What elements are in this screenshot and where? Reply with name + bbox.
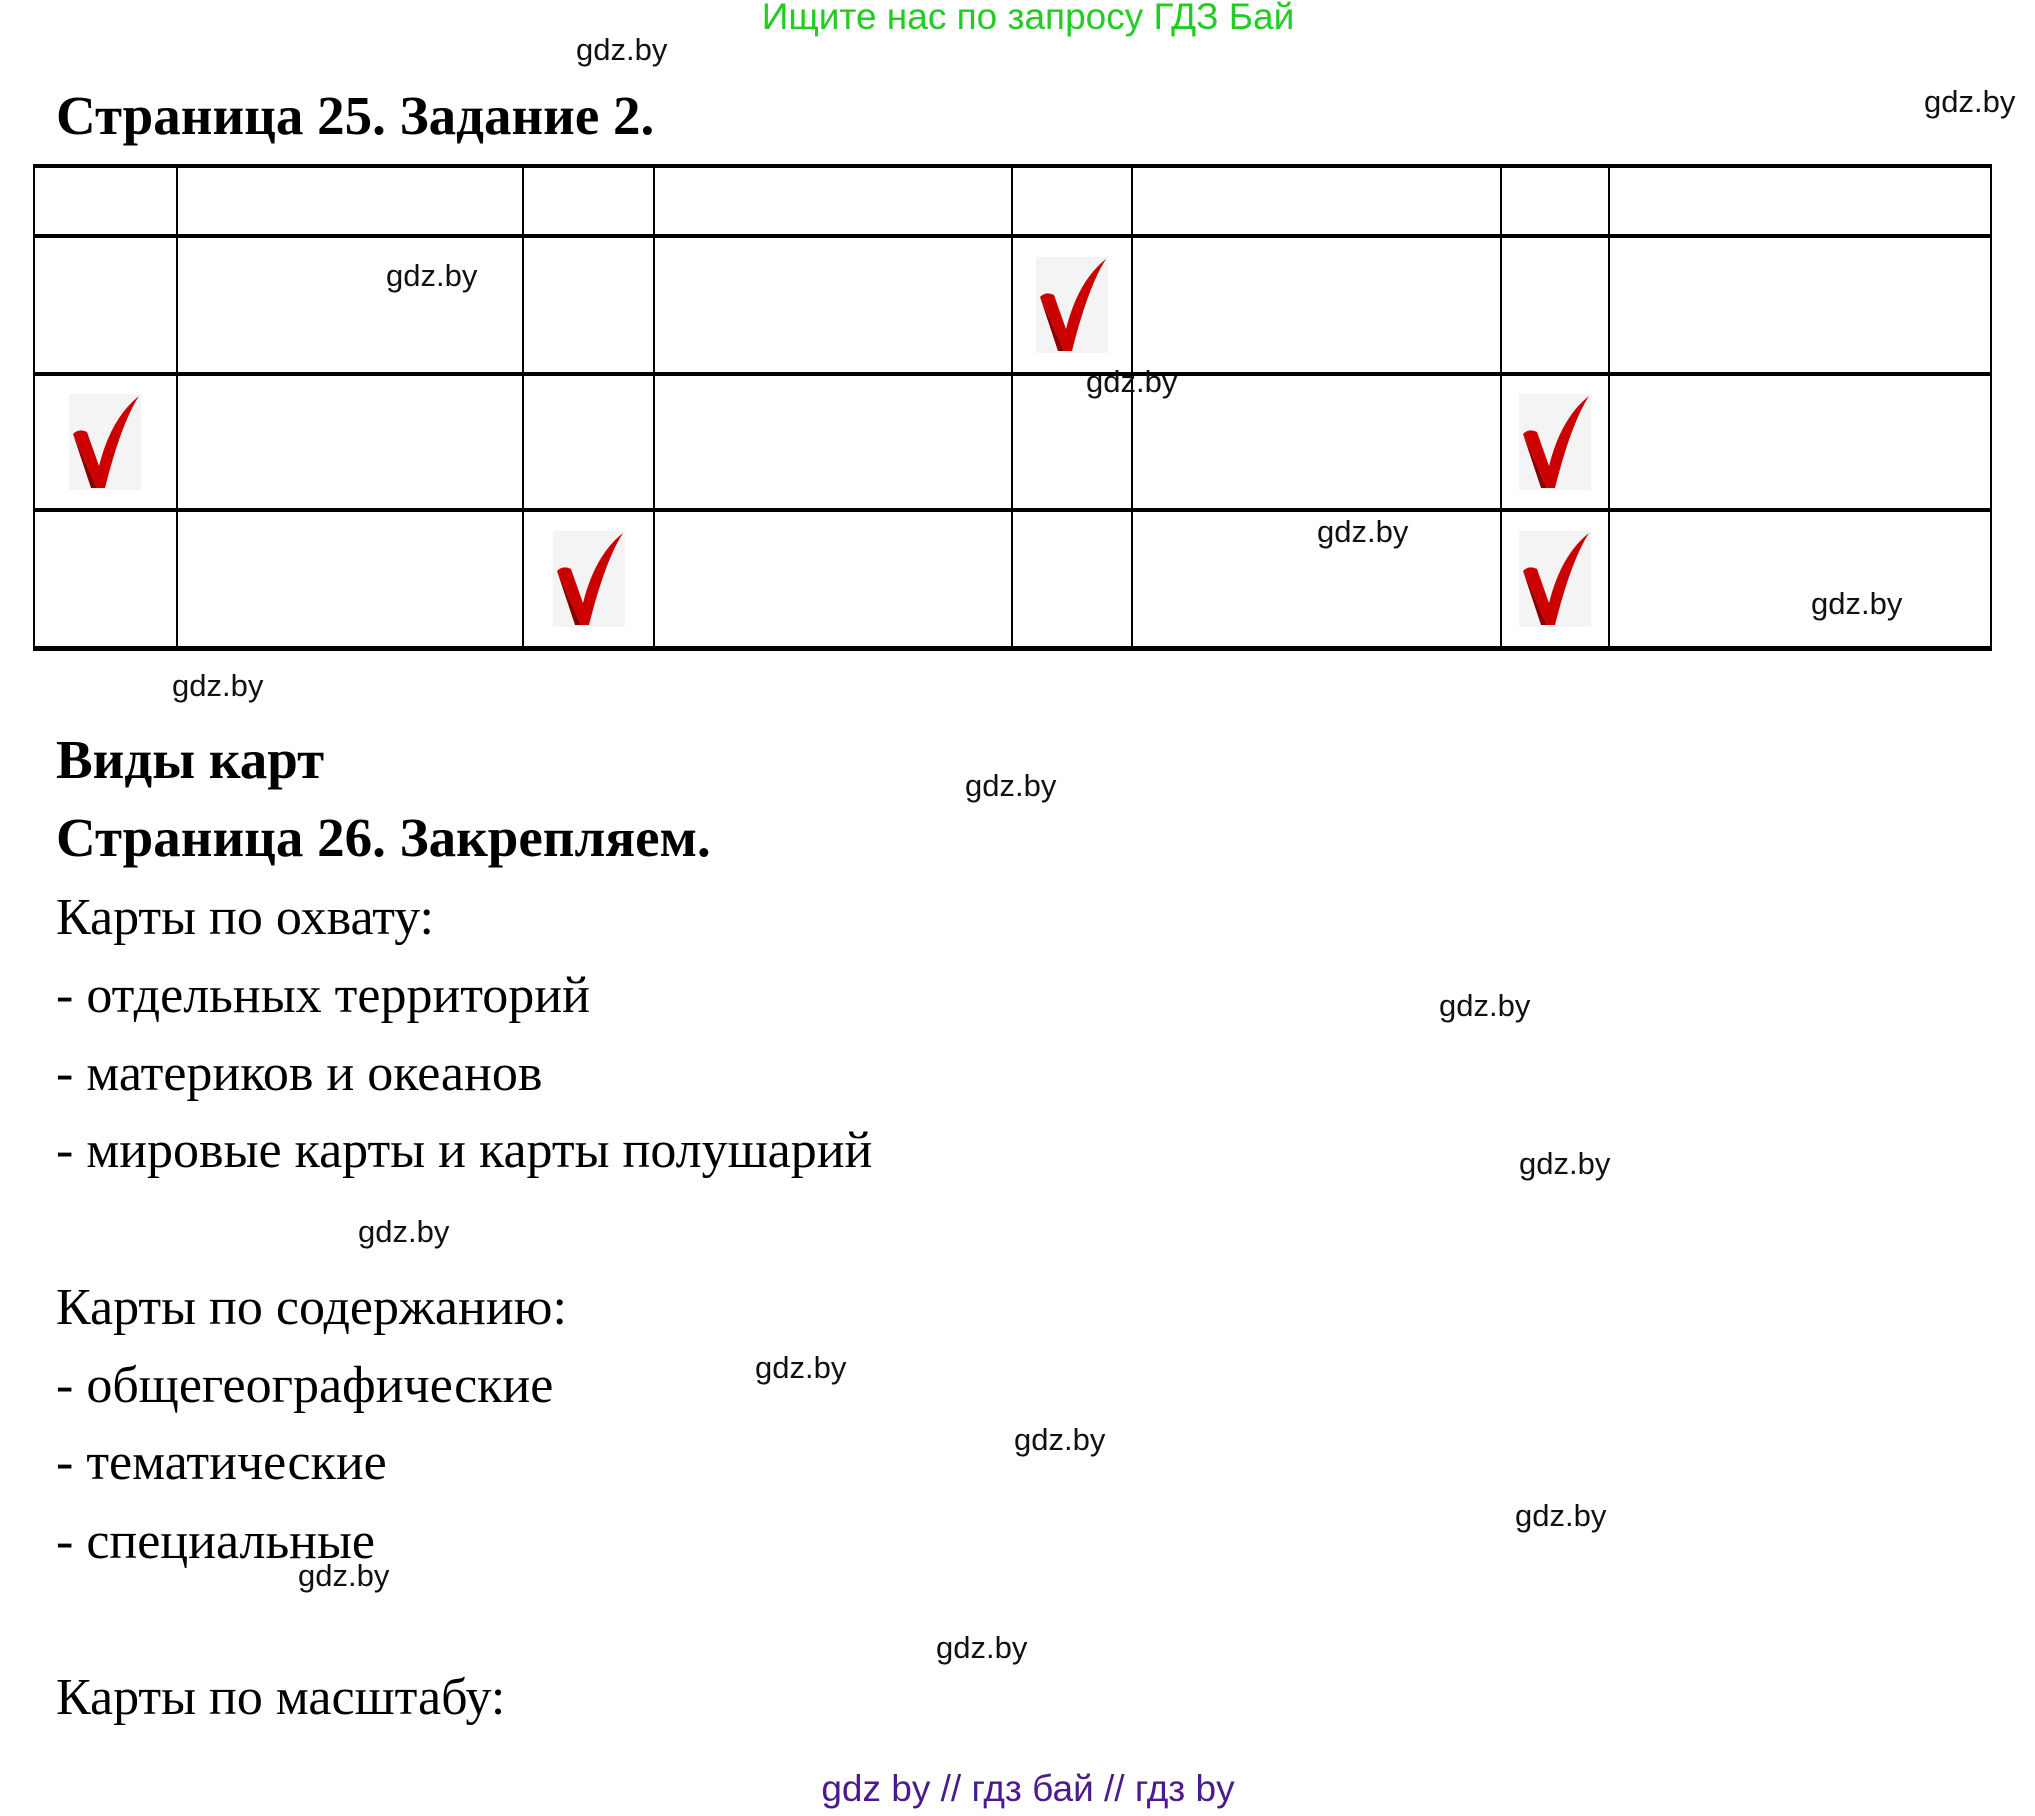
table-cell [1609, 236, 1991, 374]
watermark: gdz.by [936, 1630, 1028, 1665]
table-cell [1609, 166, 1991, 236]
table-cell [654, 374, 1012, 510]
table-row [34, 166, 1991, 236]
table-cell [654, 510, 1012, 648]
table-cell [523, 166, 654, 236]
table-cell [523, 236, 654, 374]
table-cell [1012, 166, 1132, 236]
checkmark-icon [1036, 257, 1108, 353]
watermark: gdz.by [1317, 514, 1409, 549]
table-row [34, 510, 1991, 648]
table-cell [1012, 510, 1132, 648]
table-cell [523, 374, 654, 510]
watermark: gdz.by [298, 1558, 390, 1593]
table-cell [1012, 236, 1132, 374]
watermark: gdz.by [1515, 1498, 1607, 1533]
checkmark-icon [69, 394, 141, 490]
footer-links[interactable]: gdz by // гдз бай // гдз by [821, 1768, 1235, 1809]
coverage-title: Карты по охвату: [56, 889, 434, 946]
content-item: - тематические [56, 1434, 387, 1491]
table-cell [34, 166, 177, 236]
table-cell [654, 236, 1012, 374]
content-item: - общегеографические [56, 1357, 554, 1414]
checkmark-icon [553, 531, 625, 627]
watermark: gdz.by [386, 258, 478, 293]
answer-table [33, 164, 1992, 651]
scale-title: Карты по масштабу: [56, 1669, 506, 1726]
watermark: gdz.by [358, 1214, 450, 1249]
table-cell [1132, 236, 1502, 374]
content-title: Карты по содержанию: [56, 1279, 567, 1336]
checkmark-icon [1519, 394, 1591, 490]
table-cell [1501, 236, 1609, 374]
watermark: gdz.by [1519, 1146, 1611, 1181]
table-cell [523, 510, 654, 648]
checkmark-icon [1519, 531, 1591, 627]
watermark: gdz.by [172, 668, 264, 703]
table-cell [177, 236, 524, 374]
table-cell [34, 236, 177, 374]
watermark: gdz.by [1811, 586, 1903, 621]
content-item: - специальные [56, 1513, 376, 1570]
page-heading-26: Страница 26. Закрепляем. [56, 807, 711, 868]
coverage-item: - мировые карты и карты полушарий [56, 1122, 873, 1179]
table-cell [177, 166, 524, 236]
table-cell [177, 374, 524, 510]
watermark: gdz.by [965, 768, 1057, 803]
table-cell [1609, 510, 1991, 648]
table-cell [177, 510, 524, 648]
table-cell [1501, 374, 1609, 510]
coverage-item: - отдельных территорий [56, 967, 590, 1024]
table-cell [34, 374, 177, 510]
coverage-item: - материков и океанов [56, 1045, 543, 1102]
table-row [34, 374, 1991, 510]
table-cell [1132, 166, 1502, 236]
watermark: gdz.by [1014, 1422, 1106, 1457]
table-cell [1501, 510, 1609, 648]
search-banner[interactable]: Ищите нас по запросу ГДЗ Бай [761, 0, 1295, 37]
table-cell [34, 510, 177, 648]
section-title: Виды карт [56, 729, 325, 790]
table-row [34, 236, 1991, 374]
table-cell [1609, 374, 1991, 510]
watermark: gdz.by [1439, 988, 1531, 1023]
watermark: gdz.by [1086, 364, 1178, 399]
table-cell [654, 166, 1012, 236]
page-heading-25: Страница 25. Задание 2. [56, 85, 655, 146]
table-cell [1501, 166, 1609, 236]
table-cell [1132, 374, 1502, 510]
watermark: gdz.by [576, 32, 668, 67]
watermark: gdz.by [1924, 84, 2016, 119]
watermark: gdz.by [755, 1350, 847, 1385]
